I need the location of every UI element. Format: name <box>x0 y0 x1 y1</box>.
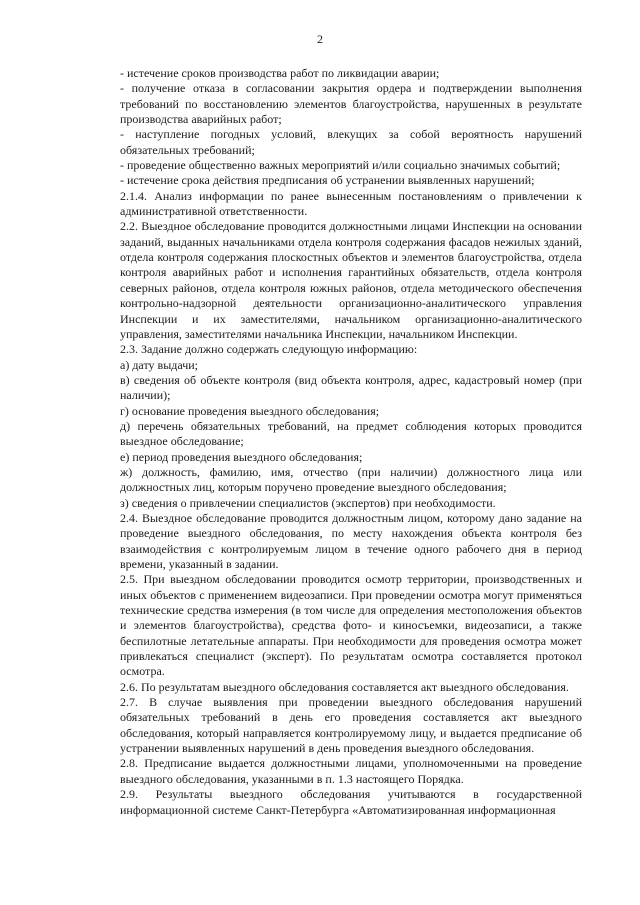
paragraph: - получение отказа в согласовании закрытия ордера и подтверждении выполнения требований по восстановлению элементов благоустройства, нарушенных в результате производства аварийных работ; <box>120 81 582 127</box>
paragraph: в) сведения об объекте контроля (вид объекта контроля, адрес, кадастровый номер (при наличии); <box>120 372 582 403</box>
paragraph: а) дату выдачи; <box>120 357 198 372</box>
paragraph: - наступление погодных условий, влекущих за собой вероятность нарушений обязательных требований; <box>120 127 582 157</box>
paragraph: е) период проведения выездного обследования; <box>120 449 363 464</box>
document-body <box>120 66 582 818</box>
paragraph: 2.3. Задание должно содержать следующую информацию: <box>120 342 418 357</box>
paragraph: 2.4. Выездное обследование проводится должностным лицом, которому дано задание на проведение выездного обследования, по месту нахождения объекта контроля без взаимодействия с контролируемым лицом в течение одного рабочего дня в период времени, указанный в задании. <box>120 510 582 571</box>
paragraph: 2.8. Предписание выдается должностными лицами, уполномоченными на проведение выездного обследования, указанными в п. 1.3 настоящего Порядка. <box>120 756 582 786</box>
paragraph: 2.5. При выездном обследовании проводится осмотр территории, производственных и иных объектов с применением видеозаписи. При проведении осмотра могут применяться технические средства измерения (в том числе для определения местоположения объектов и элементов благоустройства), средства фото- и киносъемки, видеозаписи, а также беспилотные летательные аппараты. При необходимости для проведения осмотра может привлекаться специалист (эксперт). По результатам осмотра составляется протокол осмотра. <box>120 572 582 679</box>
paragraph: 2.2. Выездное обследование проводится должностными лицами Инспекции на основании заданий, выданных начальниками отдела контроля содержания фасадов нежилых зданий, отдела контроля содержания плоскостных объектов и элементов благоустройства, отдела контроля аварийных работ и исполнения гарантийных обязательств, отдела контроля северных районов, отдела контроля южных районов, отдела методического обеспечения контрольно-надзорной деятельности организационно-аналитического управления Инспекции и их заместителями, начальником организационно-аналитического управления, заместителями начальника Инспекции, начальником Инспекции. <box>120 219 582 341</box>
paragraph: - истечение срока действия предписания об устранении выявленных нарушений; <box>120 173 535 188</box>
paragraph: г) основание проведения выездного обследования; <box>120 403 380 418</box>
paragraph: - истечение сроков производства работ по ликвидации аварии; <box>120 66 440 80</box>
paragraph: 2.9. Результаты выездного обследования учитываются в государственной информационной системе Санкт-Петербурга «Автоматизированная информационная <box>120 787 582 817</box>
paragraph: - проведение общественно важных мероприятий и/или социально значимых событий; <box>120 158 561 173</box>
paragraph: 2.7. В случае выявления при проведении выездного обследования нарушений обязательных требований в день его проведения составляется акт выездного обследования, который направляется контролируемому лицу, и выдается предписание об устранении выявленных нарушений в день проведения выездного обследования. <box>120 695 582 756</box>
paragraph: ж) должность, фамилию, имя, отчество (при наличии) должностного лица или должностных лиц, которым поручено проведение выездного обследования; <box>120 464 582 495</box>
paragraph: 2.6. По результатам выездного обследования составляется акт выездного обследования. <box>120 679 569 694</box>
paragraph: д) перечень обязательных требований, на предмет соблюдения которых проводится выездное обследование; <box>120 418 582 449</box>
paragraph: 2.1.4. Анализ информации по ранее вынесенным постановлениям о привлечении к административной ответственности. <box>120 188 582 219</box>
paragraph: з) сведения о привлечении специалистов (экспертов) при необходимости. <box>120 495 496 510</box>
page-number: 2 <box>317 32 323 46</box>
